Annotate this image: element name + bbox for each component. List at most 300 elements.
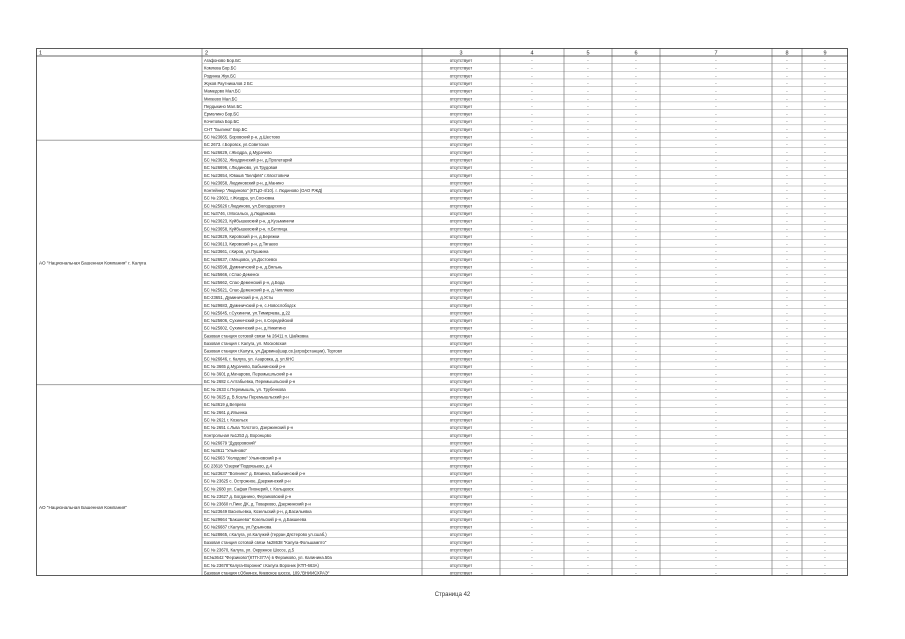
dash-cell: - — [531, 425, 533, 431]
dash-cell: - — [587, 241, 589, 247]
object-name: БС № 23627 д. Богданино, Ферзиковский р-н — [204, 493, 292, 499]
dash-cell: - — [715, 417, 717, 423]
dash-cell: - — [786, 210, 788, 216]
status-cell: отсутствует — [449, 333, 473, 339]
status-cell: отсутствует — [449, 88, 473, 94]
object-name: БС № 2633 с.Перемышль, ул. Трубенкова — [204, 386, 286, 392]
status-cell: отсутствует — [449, 103, 473, 109]
dash-cell: - — [824, 555, 826, 561]
dash-cell: - — [824, 249, 826, 255]
dash-cell: - — [635, 103, 637, 109]
dash-cell: - — [715, 432, 717, 438]
dash-cell: - — [824, 371, 826, 377]
dash-cell: - — [635, 134, 637, 140]
dash-cell: - — [824, 417, 826, 423]
dash-cell: - — [587, 547, 589, 553]
dash-cell: - — [635, 111, 637, 117]
object-name: БС 2673. г.Боровск, ул.Советская — [204, 142, 269, 148]
dash-cell: - — [635, 325, 637, 331]
object-name: БС №25621, Спас-Деменский р-н, д.Чипляево — [204, 287, 294, 293]
dash-cell: - — [587, 455, 589, 461]
dash-cell: - — [786, 65, 788, 71]
dash-cell: - — [531, 88, 533, 94]
status-cell: отсутствует — [449, 363, 473, 369]
dash-cell: - — [824, 501, 826, 507]
dash-cell: - — [824, 333, 826, 339]
dash-cell: - — [531, 478, 533, 484]
status-cell: отсутствует — [449, 226, 473, 232]
dash-cell: - — [587, 111, 589, 117]
dash-cell: - — [786, 218, 788, 224]
dash-cell: - — [824, 157, 826, 163]
dash-cell: - — [635, 440, 637, 446]
status-cell: отсутствует — [449, 386, 473, 392]
status-cell: отсутствует — [449, 264, 473, 270]
dash-cell: - — [786, 58, 788, 64]
dash-cell: - — [587, 340, 589, 346]
status-cell: отсутствует — [449, 417, 473, 423]
dash-cell: - — [786, 249, 788, 255]
dash-cell: - — [531, 264, 533, 270]
dash-cell: - — [635, 180, 637, 186]
dash-cell: - — [635, 409, 637, 415]
dash-cell: - — [786, 363, 788, 369]
column-header: 5 — [586, 50, 590, 57]
dash-cell: - — [824, 103, 826, 109]
object-name: БС №29683, Думиничский р-н, с.Новослободск — [204, 302, 296, 308]
dash-cell: - — [531, 302, 533, 308]
dash-cell: - — [715, 302, 717, 308]
dash-cell: - — [786, 348, 788, 354]
dash-cell: - — [824, 134, 826, 140]
dash-cell: - — [587, 470, 589, 476]
dash-cell: - — [587, 440, 589, 446]
object-name: БС-23651, Думиничский р-н, д.Усты — [204, 295, 274, 301]
status-cell: отсутствует — [449, 478, 473, 484]
dash-cell: - — [531, 570, 533, 576]
status-cell: отсутствует — [449, 96, 473, 102]
dash-cell: - — [824, 340, 826, 346]
object-name: БС №25602, Сухиничский р-н, д.Никитино — [204, 325, 286, 331]
object-name: БС 23618 "Озерки"Подвязьево, д.4 — [204, 463, 272, 469]
object-name: БС №25606, Сухиничский р-н, п.Середейский — [204, 318, 293, 324]
dash-cell: - — [786, 417, 788, 423]
dash-cell: - — [715, 440, 717, 446]
dash-cell: - — [786, 80, 788, 86]
status-cell: отсутствует — [449, 142, 473, 148]
status-cell: отсутствует — [449, 111, 473, 117]
dash-cell: - — [587, 188, 589, 194]
object-name: Мамедово Мал.БС — [204, 88, 241, 94]
dash-cell: - — [587, 103, 589, 109]
dash-cell: - — [587, 394, 589, 400]
dash-cell: - — [587, 142, 589, 148]
dash-cell: - — [587, 58, 589, 64]
dash-cell: - — [824, 58, 826, 64]
dash-cell: - — [824, 149, 826, 155]
object-name: БС №23637 "Волнино" д. Вязинка, Бабынинский р-н — [204, 470, 306, 476]
object-name: БС №29664 "Бакшеева" Козельский р-н, д.Бакшеева — [204, 516, 307, 522]
column-header: 6 — [634, 50, 638, 57]
status-cell: отсутствует — [449, 463, 473, 469]
dash-cell: - — [715, 58, 717, 64]
dash-cell: - — [824, 516, 826, 522]
dash-cell: - — [587, 310, 589, 316]
dash-cell: - — [824, 539, 826, 545]
object-name: БС № 23678"Калуга-Вороник" г.Калуга Вороник (КТП-663А) — [204, 562, 319, 568]
dash-cell: - — [635, 65, 637, 71]
object-name: Базовая станция сотовой связи №28638 "Калуга-Фольшампто" — [204, 539, 327, 545]
dash-cell: - — [635, 233, 637, 239]
dash-cell: - — [635, 318, 637, 324]
dash-cell: - — [635, 249, 637, 255]
dash-cell: - — [715, 318, 717, 324]
object-name: БС № 2680 ул. Сафая Пионерий, г. Кольцевск — [204, 486, 294, 492]
status-cell: отсутствует — [449, 539, 473, 545]
dash-cell: - — [715, 463, 717, 469]
dash-cell: - — [786, 119, 788, 125]
dash-cell: - — [587, 302, 589, 308]
dash-cell: - — [824, 210, 826, 216]
dash-cell: - — [587, 486, 589, 492]
dash-cell: - — [715, 356, 717, 362]
dash-cell: - — [587, 363, 589, 369]
object-name: Комлева Бор.БС — [204, 65, 237, 71]
dash-cell: - — [786, 570, 788, 576]
dash-cell: - — [531, 134, 533, 140]
dash-cell: - — [715, 226, 717, 232]
dash-cell: - — [531, 233, 533, 239]
dash-cell: - — [531, 432, 533, 438]
dash-cell: - — [531, 379, 533, 385]
dash-cell: - — [635, 88, 637, 94]
dash-cell: - — [635, 58, 637, 64]
dash-cell: - — [531, 96, 533, 102]
dash-cell: - — [715, 478, 717, 484]
object-name: Базовая станция г.Обнинск, Киевское шоссе, 109,"ВНИИСХРАЭ" — [204, 570, 330, 576]
object-name: БС№3642 "Ферзиково"(КТП-377А) в Ферзиково, ул. Калинина.50а — [204, 555, 332, 561]
status-cell: отсутствует — [449, 394, 473, 400]
dash-cell: - — [786, 233, 788, 239]
object-name: БС № 2682 с.Алтабьевка, Перемышльский р-н — [204, 379, 296, 385]
dash-cell: - — [635, 256, 637, 262]
status-cell: отсутствует — [449, 119, 473, 125]
dash-cell: - — [715, 295, 717, 301]
dash-cell: - — [824, 287, 826, 293]
status-cell: отсутствует — [449, 149, 473, 155]
dash-cell: - — [531, 516, 533, 522]
dash-cell: - — [786, 547, 788, 553]
dash-cell: - — [587, 379, 589, 385]
dash-cell: - — [824, 532, 826, 538]
dash-cell: - — [635, 287, 637, 293]
dash-cell: - — [715, 218, 717, 224]
dash-cell: - — [635, 570, 637, 576]
status-cell: отсутствует — [449, 318, 473, 324]
status-cell: отсутствует — [449, 409, 473, 415]
object-name: БС №23632, Жиздринский р-н, д.Пролетарий — [204, 157, 292, 163]
status-cell: отсутствует — [449, 402, 473, 408]
dash-cell: - — [531, 279, 533, 285]
dash-cell: - — [786, 279, 788, 285]
status-cell: отсутствует — [449, 371, 473, 377]
dash-cell: - — [531, 417, 533, 423]
dash-cell: - — [715, 371, 717, 377]
dash-cell: - — [786, 310, 788, 316]
object-name: БС №23613, Кировский р-н, д.Тягаево — [204, 241, 278, 247]
dash-cell: - — [531, 142, 533, 148]
dash-cell: - — [587, 287, 589, 293]
dash-cell: - — [715, 65, 717, 71]
dash-cell: - — [587, 425, 589, 431]
dash-cell: - — [786, 226, 788, 232]
dash-cell: - — [824, 386, 826, 392]
dash-cell: - — [587, 386, 589, 392]
dash-cell: - — [587, 126, 589, 132]
dash-cell: - — [531, 409, 533, 415]
status-cell: отсутствует — [449, 165, 473, 171]
dash-cell: - — [531, 287, 533, 293]
dash-cell: - — [587, 279, 589, 285]
dash-cell: - — [635, 425, 637, 431]
object-name: БС №3746, г.Мосальск, д.Людвикова — [204, 210, 276, 216]
dash-cell: - — [635, 363, 637, 369]
status-cell: отсутствует — [449, 310, 473, 316]
dash-cell: - — [635, 210, 637, 216]
dash-cell: - — [715, 470, 717, 476]
dash-cell: - — [786, 539, 788, 545]
dash-cell: - — [715, 264, 717, 270]
status-cell: отсутствует — [449, 516, 473, 522]
column-header: 3 — [459, 50, 463, 57]
dash-cell: - — [786, 188, 788, 194]
dash-cell: - — [587, 195, 589, 201]
dash-cell: - — [635, 478, 637, 484]
dash-cell: - — [715, 379, 717, 385]
status-cell: отсутствует — [449, 210, 473, 216]
dash-cell: - — [715, 570, 717, 576]
status-cell: отсутствует — [449, 126, 473, 132]
dash-cell: - — [587, 272, 589, 278]
dash-cell: - — [635, 455, 637, 461]
dash-cell: - — [715, 256, 717, 262]
dash-cell: - — [824, 302, 826, 308]
object-name: Михеево Мал.БС — [204, 96, 238, 102]
dash-cell: - — [786, 562, 788, 568]
dash-cell: - — [531, 340, 533, 346]
dash-cell: - — [786, 142, 788, 148]
dash-cell: - — [786, 340, 788, 346]
object-name: БС № 2661 д.Ильинка — [204, 409, 248, 415]
status-cell: отсутствует — [449, 455, 473, 461]
object-name: БС №23629, Кировский р-н, д.Бережки — [204, 233, 280, 239]
status-cell: отсутствует — [449, 287, 473, 293]
dash-cell: - — [824, 195, 826, 201]
dash-cell: - — [635, 524, 637, 530]
status-cell: отсутствует — [449, 555, 473, 561]
dash-cell: - — [715, 279, 717, 285]
dash-cell: - — [824, 478, 826, 484]
dash-cell: - — [531, 188, 533, 194]
dash-cell: - — [635, 226, 637, 232]
object-name: БС № 23660 п.Пикс ДК, д. Товарково, Дзержинский р-н — [204, 501, 311, 507]
status-cell: отсутствует — [449, 524, 473, 530]
dash-cell: - — [824, 325, 826, 331]
dash-cell: - — [635, 547, 637, 553]
dash-cell: - — [587, 478, 589, 484]
dash-cell: - — [587, 226, 589, 232]
status-cell: отсутствует — [449, 570, 473, 576]
dash-cell: - — [635, 539, 637, 545]
dash-cell: - — [715, 386, 717, 392]
dash-cell: - — [635, 264, 637, 270]
status-cell: отсутствует — [449, 172, 473, 178]
dash-cell: - — [786, 111, 788, 117]
dash-cell: - — [587, 210, 589, 216]
dash-cell: - — [786, 203, 788, 209]
dash-cell: - — [635, 203, 637, 209]
object-name: БС №26687 г.Калуга, ул.Гурьянова — [204, 524, 272, 530]
status-cell: отсутствует — [449, 233, 473, 239]
dash-cell: - — [715, 287, 717, 293]
dash-cell: - — [531, 356, 533, 362]
dash-cell: - — [635, 333, 637, 339]
status-cell: отсутствует — [449, 440, 473, 446]
dash-cell: - — [587, 539, 589, 545]
object-name: БС №23623, Куйбышевский р-н, д.Кузьминичи — [204, 218, 295, 224]
status-cell: отсутствует — [449, 188, 473, 194]
dash-cell: - — [715, 96, 717, 102]
dash-cell: - — [635, 142, 637, 148]
dash-cell: - — [587, 203, 589, 209]
dash-cell: - — [531, 226, 533, 232]
dash-cell: - — [824, 241, 826, 247]
status-cell: отсутствует — [449, 295, 473, 301]
dash-cell: - — [824, 463, 826, 469]
dash-cell: - — [824, 402, 826, 408]
dash-cell: - — [587, 524, 589, 530]
dash-cell: - — [715, 524, 717, 530]
dash-cell: - — [531, 371, 533, 377]
column-header: 9 — [823, 50, 827, 57]
dash-cell: - — [824, 226, 826, 232]
dash-cell: - — [587, 570, 589, 576]
status-cell: отсутствует — [449, 532, 473, 538]
dash-cell: - — [531, 402, 533, 408]
dash-cell: - — [531, 463, 533, 469]
dash-cell: - — [635, 463, 637, 469]
dash-cell: - — [531, 348, 533, 354]
object-name: БС №28665, г.Калуга, ул.Калужей (терран Дястерово ул.сшаб.) — [204, 532, 327, 538]
dash-cell: - — [715, 157, 717, 163]
dash-cell: - — [715, 448, 717, 454]
dash-cell: - — [824, 547, 826, 553]
dash-cell: - — [786, 295, 788, 301]
status-cell: отсутствует — [449, 73, 473, 79]
dash-cell: - — [635, 295, 637, 301]
dash-cell: - — [635, 302, 637, 308]
status-cell: отсутствует — [449, 340, 473, 346]
dash-cell: - — [715, 210, 717, 216]
object-name: Контейнер "Людиново" (КТЦО-4/10). г. Людиново (ОАО РЖД) — [204, 188, 323, 194]
dash-cell: - — [531, 73, 533, 79]
object-name: БС №23665. Боровский р-н, д.Шестово — [204, 134, 280, 140]
dash-cell: - — [715, 126, 717, 132]
dash-cell: - — [531, 318, 533, 324]
column-header: 8 — [785, 50, 789, 57]
dash-cell: - — [824, 409, 826, 415]
dash-cell: - — [715, 180, 717, 186]
object-name: БС №26646, г. Калуга, ул. Азаровка, д. ул.КНС — [204, 356, 295, 362]
dash-cell: - — [587, 65, 589, 71]
column-header: 2 — [205, 50, 209, 57]
dash-cell: - — [715, 325, 717, 331]
dash-cell: - — [824, 470, 826, 476]
dash-cell: - — [587, 417, 589, 423]
dash-cell: - — [635, 195, 637, 201]
status-cell: отсутствует — [449, 425, 473, 431]
object-name: БС №25662, Спас-Деменский р-н, д.Бода — [204, 279, 285, 285]
status-cell: отсутствует — [449, 218, 473, 224]
dash-cell: - — [635, 394, 637, 400]
status-cell: отсутствует — [449, 470, 473, 476]
dash-cell: - — [786, 455, 788, 461]
dash-cell: - — [786, 96, 788, 102]
dash-cell: - — [786, 501, 788, 507]
dash-cell: - — [635, 165, 637, 171]
column-header: 7 — [714, 50, 718, 57]
dash-cell: - — [635, 188, 637, 194]
dash-cell: - — [824, 310, 826, 316]
dash-cell: - — [824, 80, 826, 86]
dash-cell: - — [587, 249, 589, 255]
dash-cell: - — [587, 493, 589, 499]
dash-cell: - — [824, 448, 826, 454]
dash-cell: - — [531, 310, 533, 316]
dash-cell: - — [715, 103, 717, 109]
object-name: БС № 23601, г.Жиздра, ул.Сосновка — [204, 195, 275, 201]
dash-cell: - — [824, 570, 826, 576]
object-name: БС № 2651 с.Льва Толстого, Дзержинский р-н — [204, 425, 293, 431]
dash-cell: - — [824, 562, 826, 568]
dash-cell: - — [531, 386, 533, 392]
dash-cell: - — [824, 188, 826, 194]
dash-cell: - — [531, 394, 533, 400]
dash-cell: - — [786, 379, 788, 385]
dash-cell: - — [824, 73, 826, 79]
dash-cell: - — [587, 333, 589, 339]
dash-cell: - — [587, 402, 589, 408]
status-cell: отсутствует — [449, 379, 473, 385]
dash-cell: - — [587, 371, 589, 377]
dash-cell: - — [824, 394, 826, 400]
organization-name: АО "Национальная Башенная Компания" г. Калуга — [39, 260, 147, 266]
object-name: БС №2663 "Холодово" Ульяновский р-н — [204, 455, 281, 461]
dash-cell: - — [635, 470, 637, 476]
dash-cell: - — [715, 172, 717, 178]
status-cell: отсутствует — [449, 448, 473, 454]
dash-cell: - — [715, 501, 717, 507]
dash-cell: - — [786, 325, 788, 331]
dash-cell: - — [531, 157, 533, 163]
dash-cell: - — [715, 509, 717, 515]
dash-cell: - — [715, 203, 717, 209]
object-name: Пердыкино Мал.БС — [204, 103, 243, 109]
dash-cell: - — [531, 448, 533, 454]
dash-cell: - — [587, 180, 589, 186]
dash-cell: - — [824, 264, 826, 270]
dash-cell: - — [635, 80, 637, 86]
